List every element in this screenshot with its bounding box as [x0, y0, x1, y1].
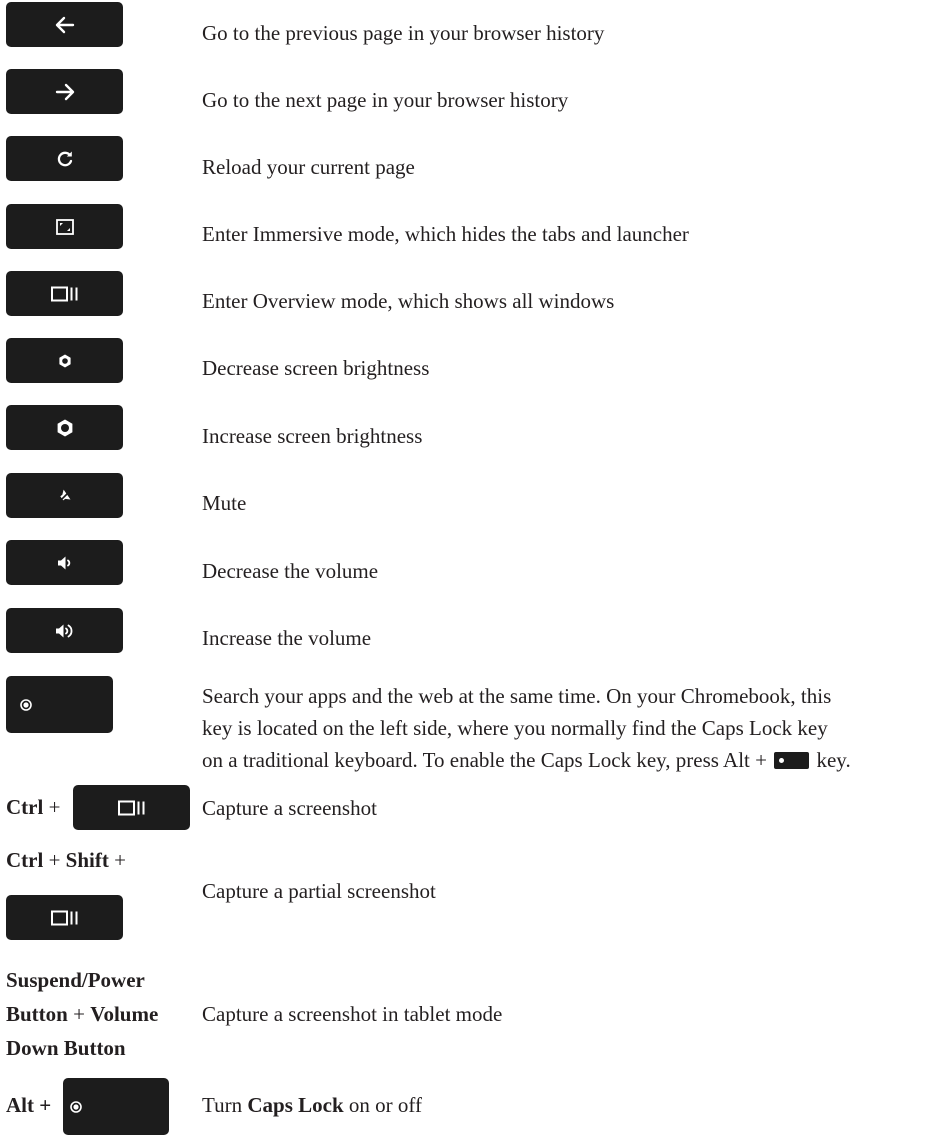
shortcut-description: [202, 1089, 422, 1121]
shortcut-description: Increase the volume: [202, 626, 372, 650]
line3-text-end: key.: [816, 748, 851, 772]
volume-label: Volume: [90, 1002, 159, 1026]
volume-up-icon: [55, 622, 75, 640]
modifier-line-2: [6, 997, 158, 1031]
mute-key: [6, 473, 123, 518]
shortcut-description: Reload your current page: [202, 155, 415, 179]
ctrl-key-label: Ctrl: [6, 848, 44, 872]
brightness-up-icon: [56, 419, 74, 437]
forward-arrow-icon: [55, 83, 75, 101]
shortcut-description: Decrease the volume: [202, 559, 379, 583]
shortcut-description: Go to the previous page in your browser history: [202, 21, 605, 45]
volume-down-key: [6, 540, 123, 585]
modifier-line-1: [6, 963, 145, 997]
brightness-down-key: [6, 338, 123, 383]
back-key: [6, 2, 123, 47]
overview-icon: [51, 286, 79, 302]
caps-lock-label: Caps Lock: [247, 1093, 344, 1117]
volume-down-icon: [57, 555, 73, 571]
overview-key: [6, 895, 123, 940]
reload-key: [6, 136, 123, 181]
plus-sign: +: [114, 848, 126, 872]
modifier-line-3: [6, 1031, 126, 1065]
mute-icon: [58, 488, 72, 504]
modifier-keys: [6, 1088, 51, 1122]
shift-key-label: Shift: [65, 848, 109, 872]
modifier-keys: [6, 843, 126, 877]
forward-key: [6, 69, 123, 114]
back-arrow-icon: [55, 16, 75, 34]
desc-text-end: on or off: [348, 1093, 422, 1117]
shortcut-description-line1: Search your apps and the web at the same time. On your Chromebook, this: [202, 684, 832, 708]
brightness-down-icon: [58, 354, 72, 368]
down-button-label: Down Button: [6, 1036, 126, 1060]
shortcut-description: Mute: [202, 491, 247, 515]
button-label: Button: [6, 1002, 68, 1026]
shortcut-description: Enter Overview mode, which shows all windows: [202, 289, 615, 313]
overview-key: [6, 271, 123, 316]
shortcut-description: Decrease screen brightness: [202, 356, 430, 380]
shortcut-description: Capture a screenshot: [202, 796, 377, 820]
power-button-label: Suspend/Power: [6, 968, 145, 992]
volume-up-key: [6, 608, 123, 653]
immersive-key: [6, 204, 123, 249]
ctrl-key-label: Ctrl: [6, 795, 44, 819]
search-key-icon: [20, 699, 32, 711]
search-key: [63, 1078, 169, 1135]
overview-icon: [51, 910, 79, 926]
search-key: [6, 676, 113, 733]
shortcut-description: Capture a screenshot in tablet mode: [202, 1002, 503, 1026]
overview-icon: [118, 800, 146, 816]
shortcut-description: Go to the next page in your browser history: [202, 88, 569, 112]
plus-sign: +: [48, 848, 61, 872]
plus-sign: +: [48, 795, 61, 819]
shortcut-description: Capture a partial screenshot: [202, 879, 436, 903]
plus-sign: +: [73, 1002, 85, 1026]
fullscreen-icon: [56, 219, 74, 235]
shortcut-description: Increase screen brightness: [202, 424, 423, 448]
overview-key: [73, 785, 190, 830]
shortcut-description-line3: [202, 744, 851, 776]
search-dot-icon: [779, 758, 784, 763]
inline-search-key: [774, 752, 809, 769]
search-key-icon: [70, 1101, 82, 1113]
modifier-keys: [6, 790, 60, 824]
alt-key-label: Alt: [6, 1093, 34, 1117]
plus-sign: +: [39, 1093, 52, 1117]
line3-text: on a traditional keyboard. To enable the Caps Lock key, press Alt +: [202, 748, 767, 772]
desc-text: Turn: [202, 1093, 243, 1117]
shortcut-description: Enter Immersive mode, which hides the tabs and launcher: [202, 222, 689, 246]
reload-icon: [56, 150, 74, 168]
shortcut-description-line2: key is located on the left side, where you normally find the Caps Lock key: [202, 716, 828, 740]
brightness-up-key: [6, 405, 123, 450]
